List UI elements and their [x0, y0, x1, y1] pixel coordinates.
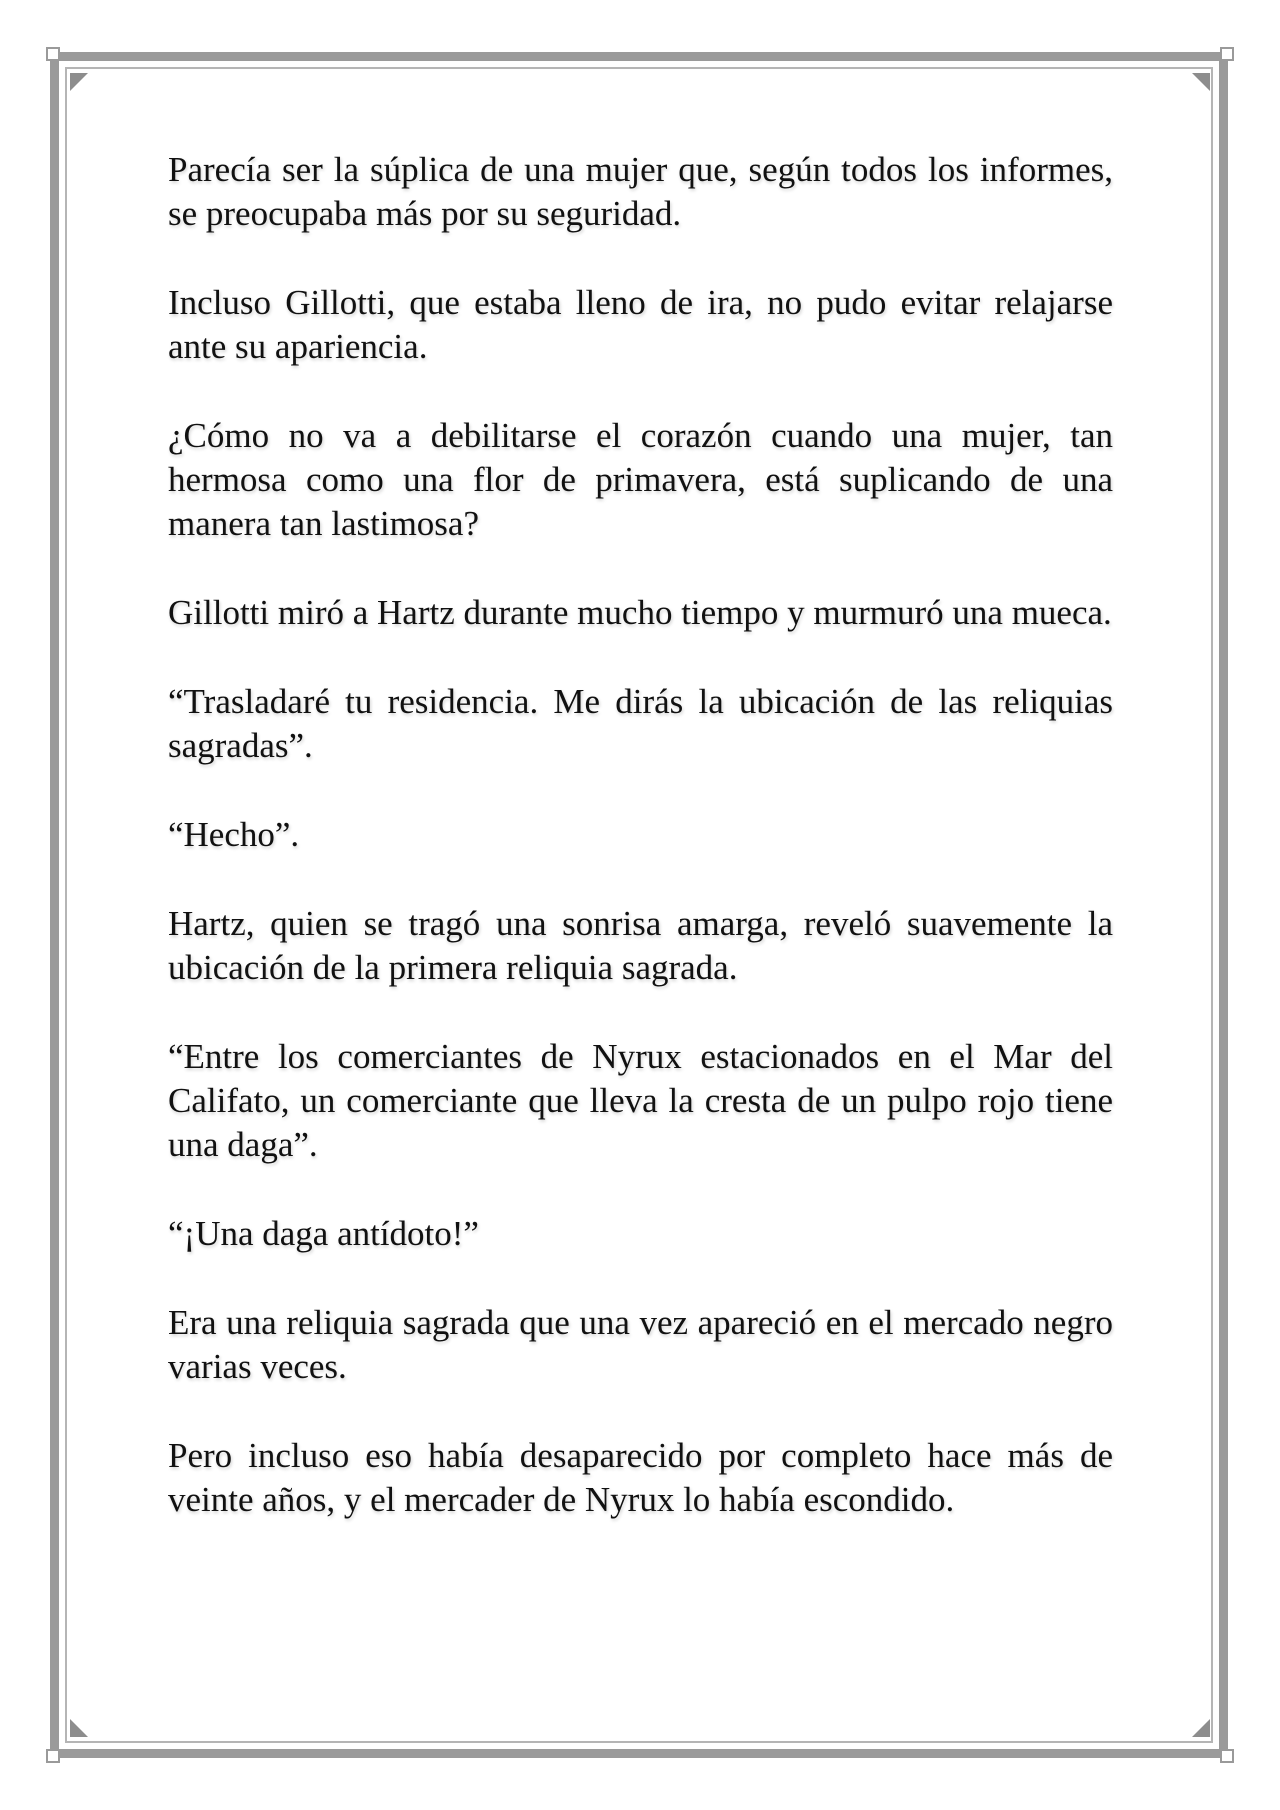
paragraph: Hartz, quien se tragó una sonrisa amarga, reveló suavemente la ubicación de la primera reliquia sagrada.: [168, 904, 1113, 987]
frame-corner-ornament: [1220, 1749, 1234, 1763]
paragraph: “¡Una daga antídoto!”: [168, 1214, 479, 1253]
paragraph: Era una reliquia sagrada que una vez apareció en el mercado negro varias veces.: [168, 1303, 1113, 1386]
paragraph: ¿Cómo no va a debilitarse el corazón cuando una mujer, tan hermosa como una flor de primavera, está suplicando de una manera tan lastimosa?: [168, 416, 1113, 543]
corner-triangle-icon: [1192, 1719, 1210, 1737]
paragraph: “Entre los comerciantes de Nyrux estacionados en el Mar del Califato, un comerciante que lleva la cresta de un pulpo rojo tiene una daga”.: [168, 1037, 1113, 1164]
paragraph: Pero incluso eso había desaparecido por completo hace más de veinte años, y el mercader de Nyrux lo había escondido.: [168, 1436, 1113, 1519]
paragraph: Incluso Gillotti, que estaba lleno de ira, no pudo evitar relajarse ante su apariencia.: [168, 283, 1113, 366]
corner-triangle-icon: [1192, 73, 1210, 91]
document-body: [168, 148, 1113, 1567]
paragraph: “Hecho”.: [168, 815, 300, 854]
frame-corner-ornament: [46, 47, 60, 61]
frame-corner-ornament: [1220, 47, 1234, 61]
corner-triangle-icon: [70, 73, 88, 91]
paragraph: “Trasladaré tu residencia. Me dirás la ubicación de las reliquias sagradas”.: [168, 682, 1113, 765]
frame-corner-ornament: [46, 1749, 60, 1763]
paragraph: Gillotti miró a Hartz durante mucho tiempo y murmuró una mueca.: [168, 593, 1112, 632]
corner-triangle-icon: [70, 1719, 88, 1737]
paragraph: Parecía ser la súplica de una mujer que, según todos los informes, se preocupaba más por su seguridad.: [168, 150, 1113, 233]
